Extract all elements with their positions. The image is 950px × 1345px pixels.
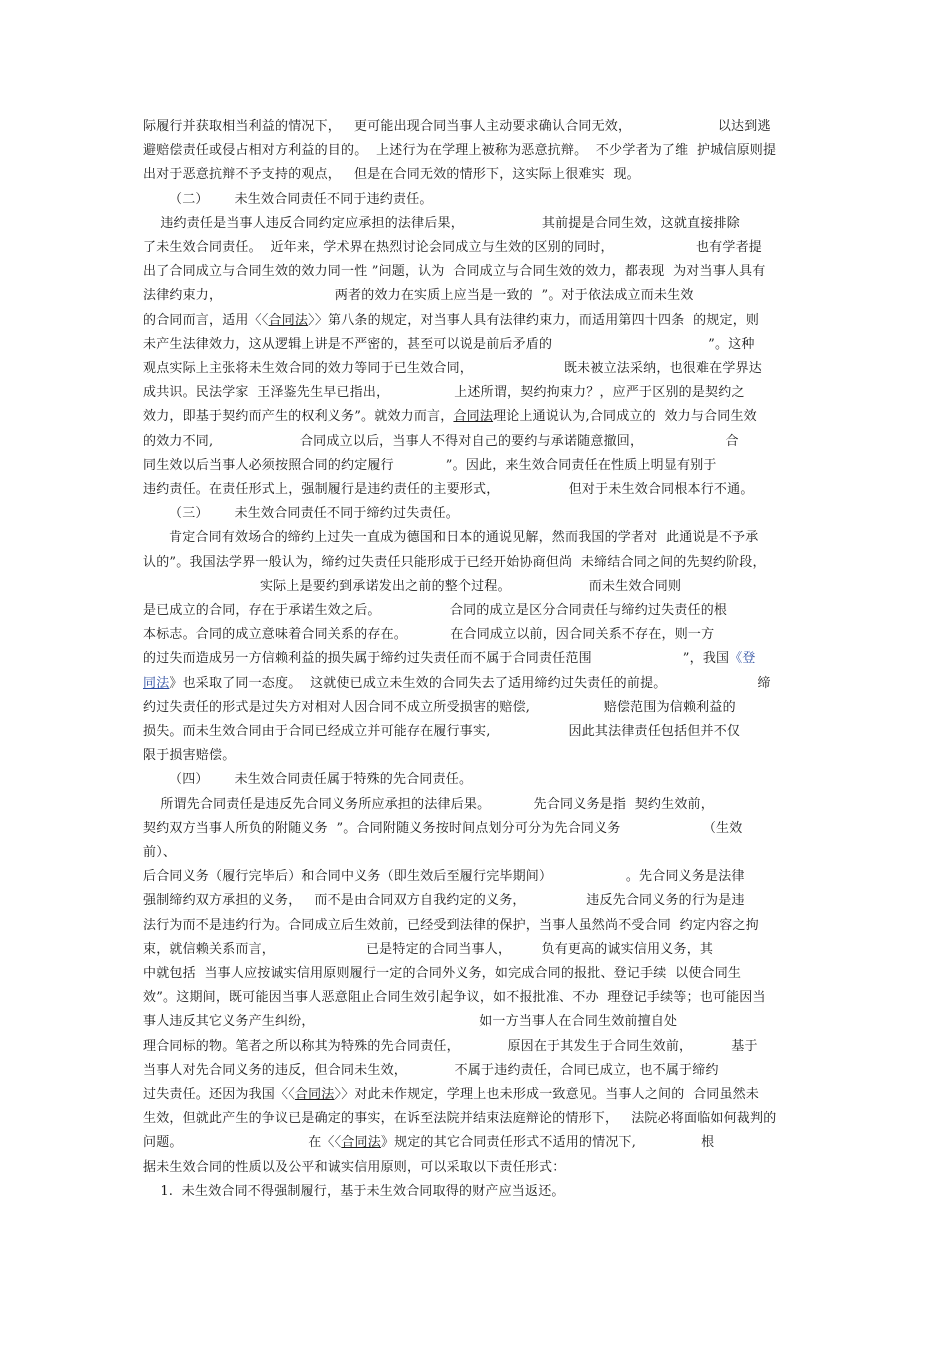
text-segment: （三） 未生效合同责任不同于缔约过失责任。 [143,506,459,522]
text-line [143,1160,565,1176]
text-line [143,1184,565,1200]
link-text[interactable]: 同法 [143,675,170,691]
text-segment: 强制缔约双方承担的义务， 而不是由合同双方自我约定的义务， 违反先合同义务的行为是违 [143,893,745,909]
text-segment: 》也采取了同一态度。 这就使已成立未生效的合同失去了适用缔约过失责任的前提。 缔 [169,675,771,691]
text-line [143,555,766,571]
text-line [143,264,766,280]
text-line [143,482,754,498]
text-segment: 的过失而造成另一方信赖利益的损失属于缔约过失责任而不属于合同责任范围 ”，我国 [143,651,730,667]
text-segment: 了未生效合同责任。 近年来，学术界在热烈讨论会同成立与生效的区别的同时， 也有学者提 [143,240,762,255]
text-segment: 契约双方当事人所负的附随义务 ”。合同附随义务按时间点划分可分为先合同义务 （生效 [143,820,743,836]
link-text[interactable]: 合同法 [294,1087,335,1102]
text-segment: 所谓先合同责任是违反先合同义务所应承担的法律后果。 先合同义务是指 契约生效前， [143,796,714,812]
text-segment: 限于损害赔偿。 [143,748,236,764]
text-segment: 同生效以后当事人必须按照合同的约定履行 ”。因此，来生效合同责任在性质上明显有别于 [143,457,717,473]
text-segment: （二） 未生效合同责任不同于违约责任。 [143,191,433,207]
text-line [143,724,740,740]
link-text[interactable]: 合同法 [341,1135,381,1151]
text-line [143,990,766,1006]
text-line [143,434,739,450]
text-segment: 实际上是要约到承诺发出之前的整个过程。 而未生效合同则 [143,578,682,594]
text-segment: 违约责任是当事人违反合同约定应承担的法律后果， 其前提是合同生效，这就直接排除 [143,215,740,231]
text-line [143,845,176,861]
text-segment: 束，就信赖关系而言， 已是特定的合同当事人， 负有更高的诚实信用义务，其 [143,941,714,957]
text-segment: 避赔偿责任或侵占相对方利益的目的。 上述行为在学理上被称为恶意抗辩。 不少学者为了维 护城信原则提 [143,143,777,159]
text-line [143,676,771,692]
text-segment: 理论上通说认为,合同成立的 效力与合同生效 [493,409,757,425]
text-segment: 理合同标的物。笔者之所以称其为特殊的先合同责任， 原因在于其发生于合同生效前， 基于 [143,1038,758,1054]
text-segment: 法律约束力， 两者的效力在实质上应当是一致的 ”。对于依法成立而未生效 [143,288,694,304]
text-line [143,240,762,256]
text-line [143,216,740,232]
text-segment: 未产生法律效力，这从逻辑上讲是不严密的，甚至可以说是前后矛盾的 ”。这种 [143,336,755,352]
text-line [143,748,235,764]
text-segment: 成共识。民法学家 王泽鉴先生早已指出， 上述所谓，契约拘束力？，应严于区别的是契约之 [143,385,745,401]
text-line [143,918,759,934]
text-segment: 前）、 [143,845,177,860]
text-segment: 《登 [729,651,756,667]
text-line [143,627,714,643]
text-segment: 〉〉第八条的规定，对当事人具有法律约束力，而适用第四十四条 的规定，则 [308,312,760,328]
text-segment: 肯定合同有效场合的缔约上过失一直成为德国和日本的通说见解，然而我国的学者对 此通说是不予承 [143,530,759,546]
text-line [143,821,742,837]
text-segment: 当事人对先合同义务的违反，但合同未生效， 不属于违约责任，合同已成立，也不属于缔约 [143,1062,719,1078]
text-line [143,409,757,425]
text-line [143,942,713,958]
text-line [143,530,758,546]
text-segment: 约过失责任的形式是过失方对相对人因合同不成立所受损害的赔偿, 赔偿范围为信赖利益的 [143,699,736,715]
text-line [143,167,640,183]
link-text[interactable]: 合同法 [268,312,309,328]
text-line [143,772,472,788]
text-segment: 问题。 在〈〈 [143,1135,342,1151]
text-segment: 的合同而言，适用〈〈 [143,312,269,328]
text-segment: 出对于恶意抗辩不予支持的观点， 但是在合同无效的情形下，这实际上很难实 现。 [143,167,640,183]
text-segment: 法行为而不是违约行为。合同成立后生效前，已经受到法律的保护，当事人虽然尚不受合同 约定内容之拘 [143,917,759,933]
text-line [143,1063,719,1079]
text-line [143,603,727,619]
text-segment: 1. 未生效合同不得强制履行，基于未生效合同取得的财产应当返还。 [143,1183,565,1199]
text-line [143,651,756,667]
text-segment: 事人违反其它义务产生纠纷， 如一方当事人在合同生效前擅自处 [143,1014,678,1030]
text-line [143,313,759,329]
text-segment: 〉〉对此未作规定，学理上也未形成一致意见。当事人之间的 合同虽然未 [334,1087,760,1102]
text-line [143,869,745,885]
text-segment: 是已成立的合同，存在于承诺生效之后。 合同的成立是区分合同责任与缔约过失责任的根 [143,603,728,618]
text-line [143,119,771,135]
link-text[interactable]: 合同法 [453,409,494,425]
text-line [143,579,681,595]
text-segment: 据未生效合同的性质以及公平和诚实信用原则，可以采取以下责任形式： [143,1159,566,1175]
text-line [143,288,694,304]
text-line [143,1014,677,1030]
text-line [143,1039,758,1055]
text-line [143,700,736,716]
text-line [143,1135,714,1151]
text-line [143,797,714,813]
text-line [143,143,776,159]
text-segment: 违约责任。在责任形式上，强制履行是违约责任的主要形式， 但对于未生效合同根本行不通。 [143,482,754,497]
text-segment: 损失。而未生效合同由于合同已经成立并可能存在履行事实, 因此其法律责任包括但并不仅 [143,724,741,739]
text-segment: 效力，即基于契约而产生的权利义务”。就效力而言， [143,409,454,425]
text-segment: 观点实际上主张将未生效合同的效力等同于已生效合同， 既未被立法采纳，也很难在学界达 [143,361,762,376]
text-segment: 生效，但就此产生的争议已是确定的事实，在诉至法院并结束法庭辩论的情形下， 法院必将面临如何裁判的 [143,1111,777,1127]
text-line [143,361,762,377]
text-line [143,337,755,353]
text-line [143,966,741,982]
text-line [143,506,459,522]
text-segment: （四） 未生效合同责任属于特殊的先合同责任。 [143,772,473,788]
text-segment: 出了合同成立与合同生效的效力同一性 ”问题，认为 合同成立与合同生效的效力，都表现 为对当事人具有 [143,264,766,280]
text-line [143,192,433,208]
text-segment: 中就包括 当事人应按诚实信用原则履行一定的合同外义务，如完成合同的报批、登记手续 以使合同生 [143,966,742,981]
text-line [143,1111,776,1127]
text-line [143,1087,759,1103]
text-line [143,385,745,401]
text-segment: 过失责任。还因为我国〈〈 [143,1087,295,1102]
text-segment: 本标志。合同的成立意味着合同关系的存在。 在合同成立以前，因合同关系不存在，则一方 [143,627,715,643]
text-segment: 》规定的其它合同责任形式不适用的情况下, 根 [380,1135,715,1151]
text-segment: 的效力不同, 合同成立以后，当事人不得对自己的要约与承诺随意撤回， 合 [143,433,739,449]
text-segment: 后合同义务（履行完毕后）和合同中义务（即生效后至履行完毕期间） 。先合同义务是法律 [143,869,745,885]
text-line [143,458,717,474]
text-segment: 认的”。我国法学界一般认为，缔约过失责任只能形成于已经开始协商但尚 未缔结合同之间的先契约阶段， [143,554,766,570]
text-segment: 效”。这期间，既可能因当事人恶意阻止合同生效引起争议，如不报批准、不办 理登记手续等；也可能因当 [143,990,766,1006]
text-line [143,893,745,909]
text-segment: 际履行并获取相当利益的情况下， 更可能出现合同当事人主动要求确认合同无效， 以达到逃 [143,119,771,134]
